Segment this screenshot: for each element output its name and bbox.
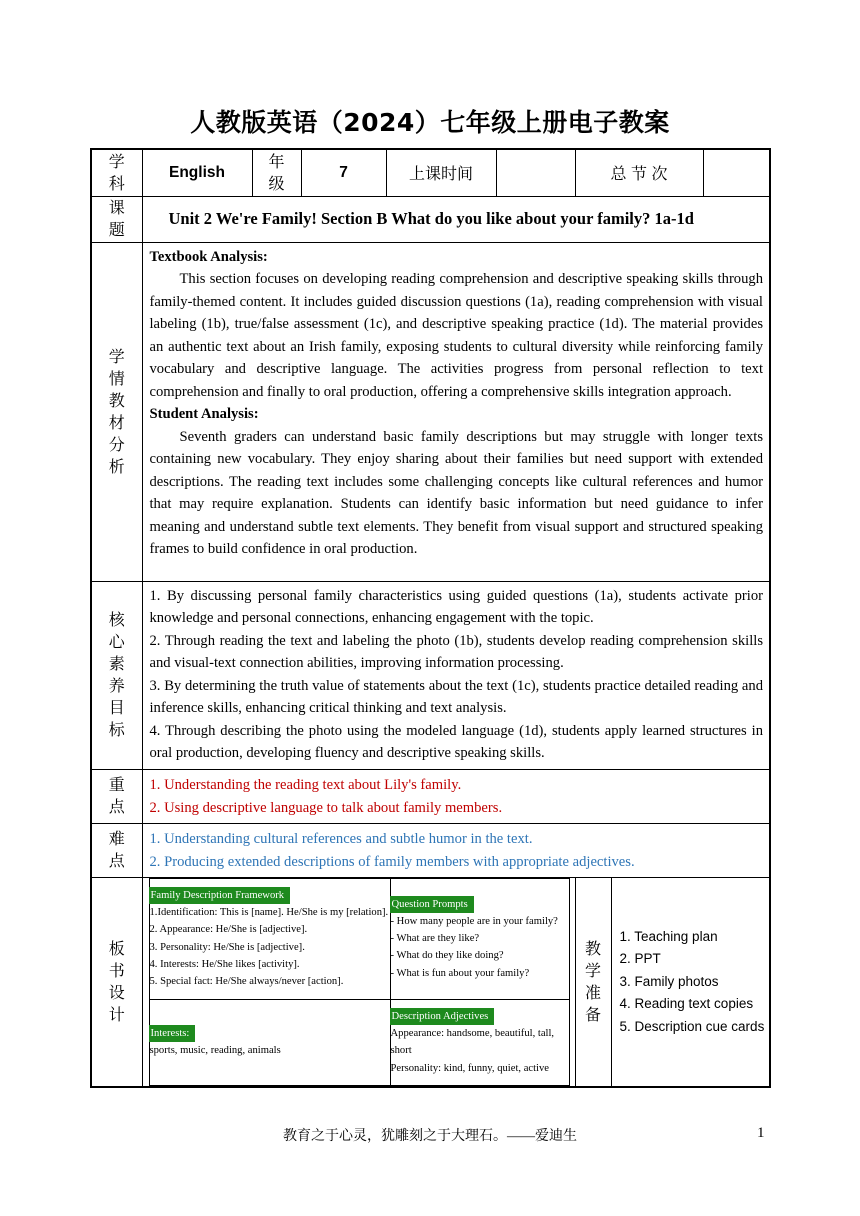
prompt-line: - How many people are in your family? — [390, 915, 558, 927]
topic-label: 课 题 — [91, 196, 142, 242]
lesson-plan-table — [90, 148, 771, 1088]
framework-box — [149, 878, 390, 999]
analysis-label: 学 情 教 材 分 析 — [91, 242, 142, 581]
prompts-box — [390, 878, 569, 999]
adjectives-line: Appearance: handsome, beautiful, tall, short — [390, 1027, 555, 1057]
page-number: 1 — [757, 1125, 765, 1141]
framework-line: 4. Interests: He/She likes [activity]. — [149, 959, 300, 971]
interests-title: Interests: — [149, 1025, 196, 1042]
total-lessons-value[interactable] — [703, 149, 770, 196]
preparation-item: 1. Teaching plan — [619, 928, 718, 944]
difficult-points-row — [91, 823, 770, 877]
student-analysis-heading: Student Analysis: — [149, 406, 259, 422]
interests-box — [149, 999, 390, 1085]
subject-label: 学 科 — [91, 149, 142, 196]
framework-line: 1.Identification: This is [name]. He/She is my [relation]. — [149, 907, 389, 919]
subject-value: English — [142, 149, 252, 196]
framework-line: 5. Special fact: He/She always/never [action]. — [149, 976, 344, 988]
adjectives-box — [390, 999, 569, 1085]
board-design-grid — [149, 878, 570, 1086]
board-design-label: 板 书 设 计 — [91, 877, 142, 1087]
adjectives-line: Personality: kind, funny, quiet, active — [390, 1062, 549, 1074]
topic-value: Unit 2 We're Family! Section B What do you like about your family? 1a-1d — [142, 196, 770, 242]
key-point-item: 1. Understanding the reading text about Lily's family. — [149, 777, 462, 793]
difficult-point-item: 2. Producing extended descriptions of family members with appropriate adjectives. — [149, 853, 635, 870]
preparation-content — [611, 877, 770, 1087]
framework-line: 3. Personality: He/She is [adjective]. — [149, 941, 305, 953]
difficult-points-label: 难 点 — [91, 823, 142, 877]
total-lessons-label: 总 节 次 — [575, 149, 703, 196]
difficult-point-item: 1. Understanding cultural references and subtle humor in the text. — [149, 831, 533, 847]
analysis-content — [142, 242, 770, 581]
preparation-item: 5. Description cue cards — [619, 1018, 765, 1034]
grade-label: 年 级 — [252, 149, 301, 196]
textbook-analysis-text: This section focuses on developing reading comprehension and descriptive speaking skills through family-themed content. It includes guided discussion questions (1a), reading comprehension with visual labeling (1b), true/false assessment (1c), and descriptive speaking practice (1d). The material provides an authentic text about an Irish family, exposing students to cultural diversity while reinforcing family vocabulary and descriptive language. The activities progress from personal reflection to text comprehension and finally to oral production, offering a comprehensive skills integration approach. — [149, 271, 763, 400]
key-points-label: 重 点 — [91, 769, 142, 823]
key-points-content — [142, 769, 770, 823]
prompt-line: - What is fun about your family? — [390, 967, 530, 979]
prompt-line: - What are they like? — [390, 933, 480, 945]
document-title: 人教版英语（2024）七年级上册电子教案 — [190, 108, 670, 137]
board-row — [91, 877, 770, 1087]
objectives-content — [142, 581, 770, 769]
preparation-item: 4. Reading text copies — [619, 996, 754, 1011]
framework-line: 2. Appearance: He/She is [adjective]. — [149, 924, 308, 936]
preparation-item: 2. PPT — [619, 951, 661, 966]
header-row — [91, 149, 770, 196]
objective-item: 1. By discussing personal family characteristics using guided questions (1a), students activate prior knowledge and personal connections, enhancing engagement with the topic. — [149, 587, 763, 626]
analysis-row — [91, 242, 770, 581]
footer-quote: 教育之于心灵，犹雕刻之于大理石。——爱迪生 — [283, 1129, 577, 1144]
grade-value: 7 — [301, 149, 386, 196]
topic-row — [91, 196, 770, 242]
preparation-label: 教 学 准 备 — [575, 877, 611, 1087]
prompt-line: - What do they like doing? — [390, 950, 504, 962]
textbook-analysis-heading: Textbook Analysis: — [149, 248, 268, 265]
interests-line: sports, music, reading, animals — [149, 1045, 281, 1057]
adjectives-title: Description Adjectives — [390, 1008, 495, 1025]
objective-item: 3. By determining the truth value of statements about the text (1c), students practice detailed reading and inference skills, enhancing critical thinking and text analysis. — [149, 677, 763, 716]
difficult-points-content — [142, 823, 770, 877]
student-analysis-text: Seventh graders can understand basic family descriptions but may struggle with longer texts containing new vocabulary. They enjoy sharing about their families but need support with extended descriptions. The reading text includes some challenging concepts like cultural references and humor that may require explanation. Students can identify basic information but need guidance to infer meaning and understand subtle text elements. They benefit from visual support and structured speaking frames to build confidence in oral production. — [149, 428, 763, 557]
preparation-item: 3. Family photos — [619, 973, 719, 989]
key-points-row — [91, 769, 770, 823]
objectives-label: 核 心 素 养 目 标 — [91, 581, 142, 769]
class-time-value[interactable] — [496, 149, 575, 196]
objective-item: 2. Through reading the text and labeling the photo (1b), students develop reading comprehension skills and visual-text connection abilities, improving information processing. — [149, 632, 763, 671]
framework-title: Family Description Framework — [149, 887, 291, 904]
key-point-item: 2. Using descriptive language to talk about family members. — [149, 799, 503, 816]
board-design-content — [142, 877, 575, 1087]
objective-item: 4. Through describing the photo using the modeled language (1d), students apply learned structures in oral production, developing fluency and descriptive speaking skills. — [149, 722, 763, 761]
prompts-title: Question Prompts — [390, 896, 474, 913]
objectives-row — [91, 581, 770, 769]
class-time-label: 上课时间 — [386, 149, 496, 196]
